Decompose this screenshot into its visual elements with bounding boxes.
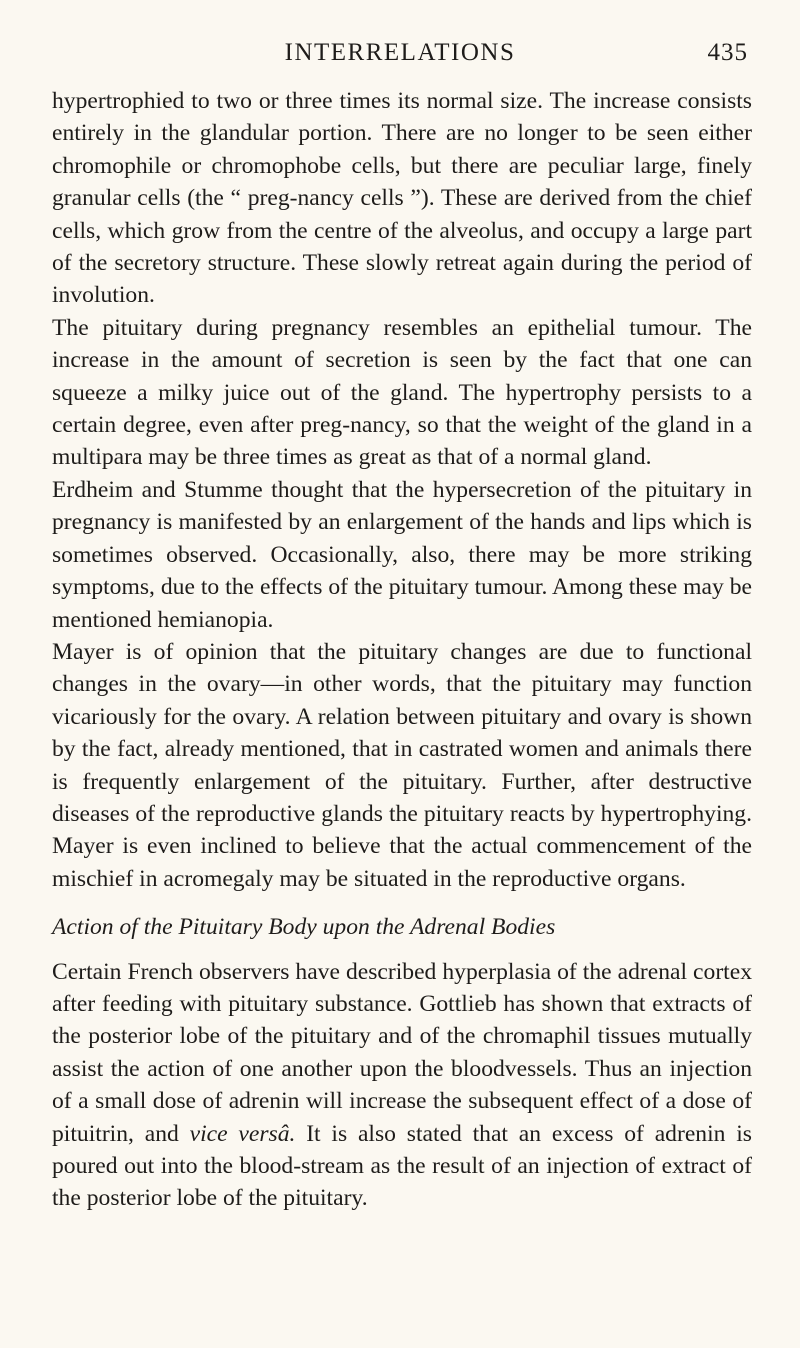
section-heading: Action of the Pituitary Body upon the Adrenal Bodies (52, 914, 556, 941)
paragraph-text-part: Certain French observers have described hyperplasia of the adrenal cortex after feeding with pituitary substance. Gottlieb has shown that extracts of the posterior lobe of the pituitary and of the chromaphil tissues mutually assist the action of one another upon the bloodvessels. Thus an injection of a small dose of adrenin will increase the subsequent effect of a dose of pituitrin, and (52, 958, 752, 1147)
paragraph-adrenal-action (52, 956, 752, 1215)
running-title: INTERRELATIONS (284, 39, 516, 66)
paragraph-erdheim-stumme: Erdheim and Stumme thought that the hypersecretion of the pituitary in pregnancy is manifested by an enlargement of the hands and lips which is sometimes observed. Occasionally, also, there may be more striking symptoms, due to the effects of the pituitary tumour. Among these may be mentioned hemianopia. (52, 476, 752, 633)
running-head (52, 36, 748, 70)
paragraph-text-part: It is also stated that an excess of adrenin is poured out into the blood-stream as the result of an injection of extract of the posterior lobe of the pituitary. (52, 1120, 752, 1212)
italic-phrase: vice versâ. (189, 1120, 296, 1147)
paragraph-mayer-opinion: Mayer is of opinion that the pituitary changes are due to functional changes in the ovary—in other words, that the pituitary may function vicariously for the ovary. A relation between pituitary and ovary is shown by the fact, already mentioned, that in castrated women and animals there is frequently enlargement of the pituitary. Further, after destructive diseases of the reproductive glands the pituitary reacts by hypertrophying. Mayer is even inclined to believe that the actual commencement of the mischief in acromegaly may be situated in the reproductive organs. (52, 638, 752, 892)
body-text (52, 85, 752, 1215)
paragraph-pregnancy-cells: hypertrophied to two or three times its normal size. The increase consists entirely in the glandular portion. There are no longer to be seen either chromophile or chromophobe cells, but there are peculiar large, finely granular cells (the “ preg-nancy cells ”). These are derived from the chief cells, which grow from the centre of the alveolus, and occupy a large part of the secretory structure. These slowly retreat again during the period of involution. (52, 88, 752, 309)
paragraph-epithelial-tumour: The pituitary during pregnancy resembles an epithelial tumour. The increase in the amount of secretion is seen by the fact that one can squeeze a milky juice out of the gland. The hypertrophy persists to a certain degree, even after preg-nancy, so that the weight of the gland in a multipara may be three times as great as that of a normal gland. (52, 314, 752, 471)
page-number: 435 (707, 39, 748, 66)
